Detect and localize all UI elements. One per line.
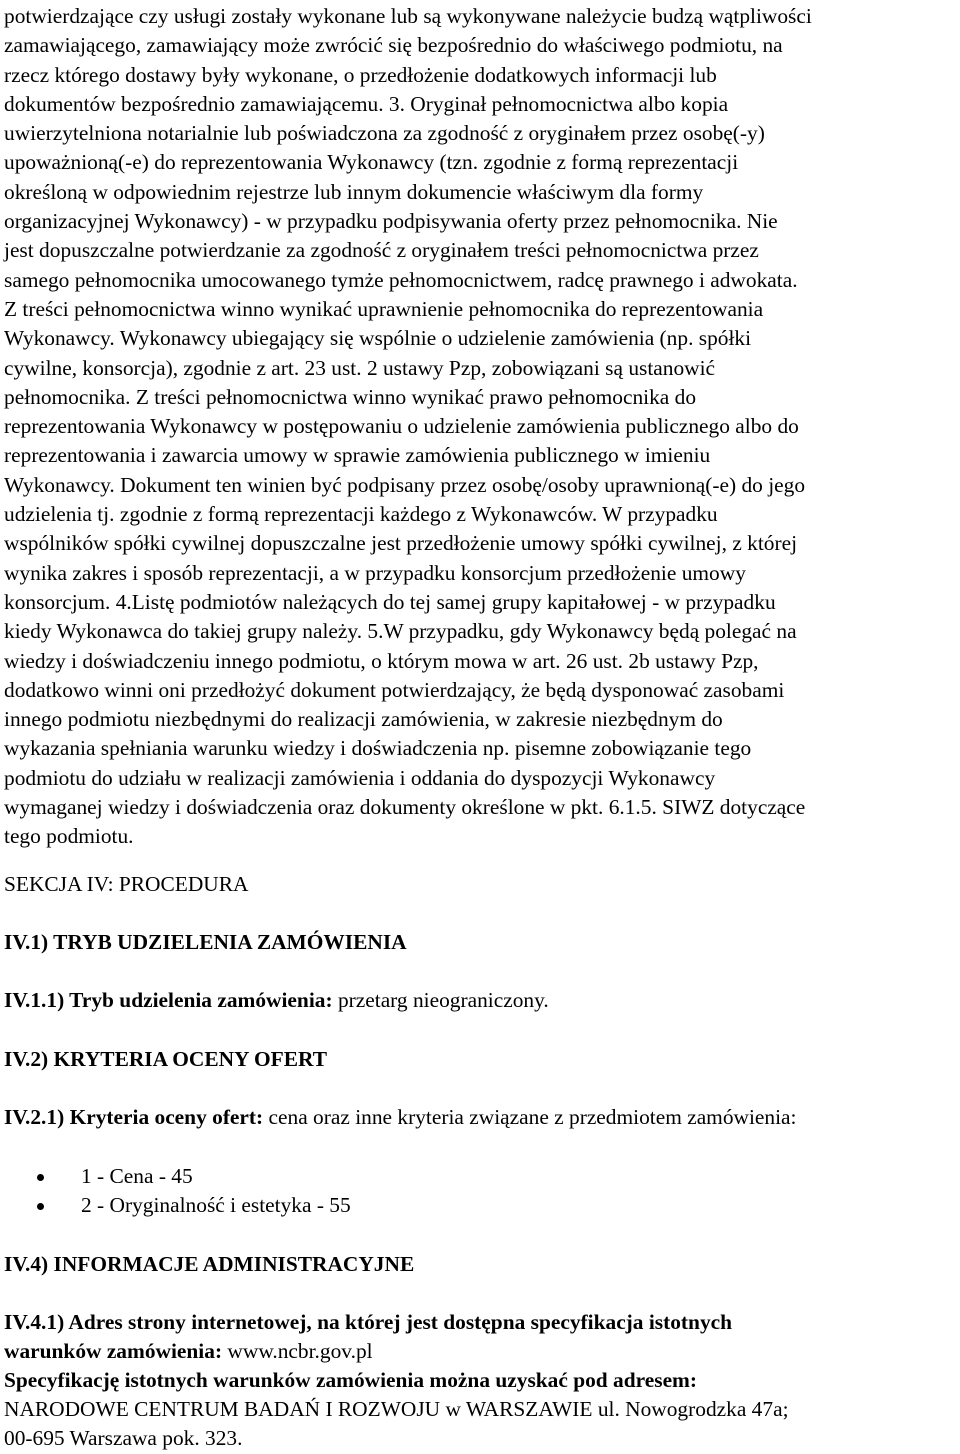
body-line: reprezentowania i zawarcia umowy w sprawie zamówienia publicznego w imieniu — [4, 443, 711, 468]
iv2-1-row — [4, 1103, 796, 1132]
address-row-2 — [4, 1424, 242, 1453]
body-line: zamawiającego, zamawiający może zwrócić się bezpośrednio do właściwego podmiotu, na — [4, 33, 783, 58]
iv4-1-label-line1: IV.4.1) Adres strony internetowej, na której jest dostępna specyfikacja istotnych — [4, 1310, 733, 1334]
body-line: Wykonawcy. Dokument ten winien być podpisany przez osobę/osoby uprawnioną(-e) do jego — [4, 472, 806, 497]
address-row-1 — [4, 1395, 789, 1424]
iv1-heading — [4, 928, 407, 957]
body-line: potwierdzające czy usługi zostały wykonane lub są wykonywane należycie budzą wątpliwości — [4, 4, 812, 28]
body-line: tego podmiotu. — [4, 824, 134, 849]
website-url: www.ncbr.gov.pl — [222, 1339, 373, 1363]
body-line: jest dopuszczalne potwierdzanie za zgodność z oryginałem treści pełnomocnictwa przez — [4, 238, 759, 263]
iv4-1-row-2 — [4, 1337, 373, 1366]
iv1-heading-text: IV.1) TRYB UDZIELENIA ZAMÓWIENIA — [4, 930, 407, 954]
body-line: podmiotu do udziału w realizacji zamówienia i oddania do dyspozycji Wykonawcy — [4, 765, 716, 790]
bullet-icon — [37, 1174, 44, 1181]
body-line: wynika zakres i sposób reprezentacji, a w przypadku konsorcjum przedłożenie umowy — [4, 560, 746, 585]
body-line: wymaganej wiedzy i doświadczenia oraz dokumenty określone w pkt. 6.1.5. SIWZ dotyczące — [4, 795, 806, 820]
iv1-1-value: przetarg nieograniczony. — [332, 988, 549, 1012]
body-line: reprezentowania Wykonawcy w postępowaniu o udzielenie zamówienia publicznego albo do — [4, 414, 799, 439]
iv1-1-row — [4, 986, 549, 1015]
body-line: pełnomocnika. Z treści pełnomocnictwa winno wynikać prawo pełnomocnika do — [4, 384, 697, 409]
iv4-heading — [4, 1250, 414, 1279]
address-line-1: NARODOWE CENTRUM BADAŃ I ROZWOJU w WARSZAWIE ul. Nowogrodzka 47a; — [4, 1397, 789, 1421]
body-line: Wykonawcy. Wykonawcy ubiegający się wspólnie o udzielenie zamówienia (np. spółki — [4, 326, 752, 351]
iv2-heading — [4, 1045, 327, 1074]
iv2-heading-text: IV.2) KRYTERIA OCENY OFERT — [4, 1047, 327, 1071]
body-line: Z treści pełnomocnictwa winno wynikać uprawnienie pełnomocnika do reprezentowania — [4, 296, 764, 321]
iv4-1-label-line2: warunków zamówienia: — [4, 1339, 223, 1363]
body-line: cywilne, konsorcja), zgodnie z art. 23 ust. 2 ustawy Pzp, zobowiązani są ustanowić — [4, 355, 716, 380]
criteria-list — [4, 1162, 904, 1221]
body-line: kiedy Wykonawca do takiej grupy należy. 5.W przypadku, gdy Wykonawcy będą polegać na — [4, 619, 797, 644]
body-line: samego pełnomocnika umocowanego tymże pełnomocnictwem, radcę prawnego i adwokata. — [4, 267, 798, 292]
body-line: wykazania spełniania warunku wiedzy i doświadczenia np. pisemne zobowiązanie tego — [4, 736, 752, 761]
list-item — [4, 1162, 904, 1191]
spec-label-row — [4, 1366, 697, 1395]
body-paragraph — [4, 2, 812, 852]
body-line: dodatkowo winni oni przedłożyć dokument potwierdzający, że będą dysponować zasobami — [4, 677, 785, 702]
body-line: określoną w odpowiednim rejestrze lub innym dokumencie właściwym dla formy — [4, 179, 704, 204]
body-line: wspólników spółki cywilnej dopuszczalne jest przedłożenie umowy spółki cywilnej, z której — [4, 531, 798, 556]
section-title-text: SEKCJA IV: PROCEDURA — [4, 872, 249, 896]
iv1-1-label: IV.1.1) Tryb udzielenia zamówienia: — [4, 988, 333, 1012]
body-line: upoważnioną(-e) do reprezentowania Wykonawcy (tzn. zgodnie z formą reprezentacji — [4, 150, 739, 175]
body-line: wiedzy i doświadczeniu innego podmiotu, o którym mowa w art. 26 ust. 2b ustawy Pzp, — [4, 648, 759, 673]
body-line: konsorcjum. 4.Listę podmiotów należących do tej samej grupy kapitałowej - w przypadku — [4, 589, 776, 614]
body-line: organizacyjnej Wykonawcy) - w przypadku podpisywania oferty przez pełnomocnika. Nie — [4, 209, 778, 234]
list-item — [4, 1191, 904, 1220]
iv2-1-value: cena oraz inne kryteria związane z przedmiotem zamówienia: — [263, 1105, 797, 1129]
bullet-icon — [37, 1203, 44, 1210]
body-line: innego podmiotu niezbędnymi do realizacji zamówienia, w zakresie niezbędnym do — [4, 707, 723, 732]
body-line: rzecz którego dostawy były wykonane, o przedłożenie dodatkowych informacji lub — [4, 62, 717, 87]
section-title — [4, 870, 248, 899]
body-line: dokumentów bezpośrednio zamawiającemu. 3. Oryginał pełnomocnictwa albo kopia — [4, 91, 729, 116]
criterion-text: 1 - Cena - 45 — [81, 1164, 193, 1188]
criterion-text: 2 - Oryginalność i estetyka - 55 — [81, 1193, 351, 1218]
iv4-heading-text: IV.4) INFORMACJE ADMINISTRACYJNE — [4, 1252, 415, 1276]
spec-label: Specyfikację istotnych warunków zamówienia można uzyskać pod adresem: — [4, 1368, 698, 1392]
address-line-2: 00-695 Warszawa pok. 323. — [4, 1426, 243, 1450]
iv2-1-label: IV.2.1) Kryteria oceny ofert: — [4, 1105, 264, 1129]
body-line: uwierzytelniona notarialnie lub poświadczona za zgodność z oryginałem przez osobę(-y) — [4, 121, 765, 146]
body-line: udzielenia tj. zgodnie z formą reprezentacji każdego z Wykonawców. W przypadku — [4, 502, 718, 527]
iv4-1-row — [4, 1308, 732, 1337]
